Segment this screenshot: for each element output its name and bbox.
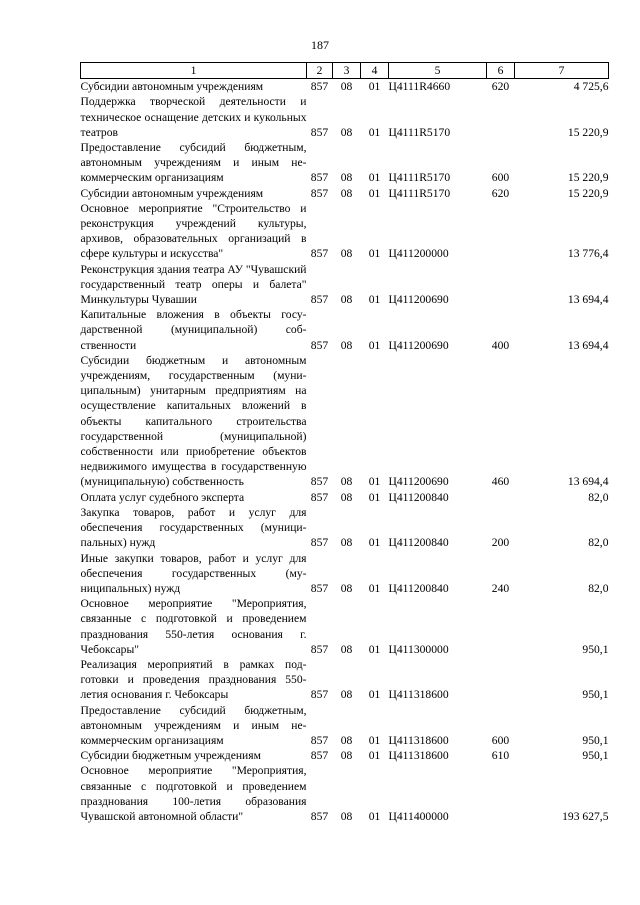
table-row xyxy=(81,490,609,505)
subsection-code: 01 xyxy=(368,642,381,656)
target-article-code: Ц411318600 xyxy=(388,749,449,763)
row-name: Поддержка творческой деятельности и техническое оснащение детских и кукольных театров xyxy=(80,95,307,139)
subsection-code: 01 xyxy=(368,338,381,352)
expense-type-code xyxy=(487,657,515,703)
expense-type-code: 600 xyxy=(491,171,510,185)
section-code: 08 xyxy=(340,186,353,200)
table-row xyxy=(81,703,609,749)
row-name: Субсидии автономным учреждениям xyxy=(80,186,264,200)
target-article-code: Ц411200840 xyxy=(388,490,449,504)
ministry-code: 857 xyxy=(310,733,329,747)
amount: 950,1 xyxy=(582,749,609,763)
subsection-code: 01 xyxy=(368,581,381,595)
subsection-code: 01 xyxy=(368,171,381,185)
amount: 82,0 xyxy=(588,536,609,550)
target-article-code: Ц4111R5170 xyxy=(388,125,451,139)
expense-type-code: 400 xyxy=(491,338,510,352)
amount: 15 220,9 xyxy=(567,125,609,139)
expense-type-code: 620 xyxy=(491,80,510,94)
column-header-7: 7 xyxy=(515,63,609,79)
expense-type-code xyxy=(487,94,515,140)
row-name: Закупка товаров, работ и услуг для обеспечения государственных (муниципальных) нужд xyxy=(80,505,307,550)
column-header-6: 6 xyxy=(487,63,515,79)
target-article-code: Ц411300000 xyxy=(388,642,449,656)
target-article-code: Ц411200840 xyxy=(388,536,449,550)
expense-type-code xyxy=(487,262,515,308)
row-name: Основное мероприятие "Мероприятия, связанные с подготовкой и проведением празднования 100-летия образования Чувашской автономной области" xyxy=(80,764,307,823)
table-row xyxy=(81,262,609,308)
ministry-code: 857 xyxy=(310,688,329,702)
table-row xyxy=(81,596,609,657)
section-code: 08 xyxy=(340,247,353,261)
table-row xyxy=(81,657,609,703)
row-name: Реконструкция здания театра АУ "Чувашский государственный театр оперы и балета" Минкультуры Чувашии xyxy=(80,262,307,307)
table-row xyxy=(81,307,609,353)
section-code: 08 xyxy=(340,642,353,656)
ministry-code: 857 xyxy=(310,293,329,307)
subsection-code: 01 xyxy=(368,536,381,550)
subsection-code: 01 xyxy=(368,490,381,504)
table-row xyxy=(81,201,609,262)
row-name: Основное мероприятие "Мероприятия, связанные с подготовкой и проведением празднования 550-летия основания г. Чебоксары" xyxy=(80,597,307,656)
row-name: Иные закупки товаров, работ и услуг для обеспечения государственных (муниципальных) нужд xyxy=(80,551,307,595)
ministry-code: 857 xyxy=(310,247,329,261)
subsection-code: 01 xyxy=(368,186,381,200)
table-row xyxy=(81,140,609,186)
amount: 13 694,4 xyxy=(567,475,609,489)
amount: 950,1 xyxy=(582,733,609,747)
amount: 13 776,4 xyxy=(567,247,609,261)
section-code: 08 xyxy=(340,80,353,94)
section-code: 08 xyxy=(340,581,353,595)
target-article-code: Ц411200840 xyxy=(388,581,449,595)
expense-type-code: 620 xyxy=(491,186,510,200)
amount: 82,0 xyxy=(588,581,609,595)
ministry-code: 857 xyxy=(310,490,329,504)
table-row xyxy=(81,353,609,490)
expense-type-code: 200 xyxy=(491,536,510,550)
subsection-code: 01 xyxy=(368,809,381,823)
subsection-code: 01 xyxy=(368,125,381,139)
target-article-code: Ц411200690 xyxy=(388,338,449,352)
table-header xyxy=(81,63,609,79)
target-article-code: Ц411400000 xyxy=(388,809,449,823)
table-body xyxy=(81,79,609,824)
section-code: 08 xyxy=(340,338,353,352)
subsection-code: 01 xyxy=(368,688,381,702)
row-name: Реализация мероприятий в рамках подготовки и проведения празднования 550-летия основания г. Чебоксары xyxy=(80,657,307,702)
subsection-code: 01 xyxy=(368,247,381,261)
page-number: 187 xyxy=(311,38,329,52)
amount: 13 694,4 xyxy=(567,338,609,352)
subsection-code: 01 xyxy=(368,733,381,747)
target-article-code: Ц411200000 xyxy=(388,247,449,261)
amount: 950,1 xyxy=(582,688,609,702)
expense-type-code xyxy=(487,596,515,657)
ministry-code: 857 xyxy=(310,642,329,656)
ministry-code: 857 xyxy=(310,809,329,823)
row-name: Основное мероприятие "Строительство и реконструкция учреждений культуры, архивов, образовательных организаций в сфере культуры и искусства" xyxy=(80,201,307,261)
table-row xyxy=(81,79,609,95)
row-name: Предоставление субсидий бюджетным, автономным учреждениям и иным некоммерческим организациям xyxy=(80,141,307,185)
target-article-code: Ц4111R5170 xyxy=(388,171,451,185)
row-name: Субсидии автономным учреждениям xyxy=(80,80,264,94)
ministry-code: 857 xyxy=(310,581,329,595)
table-row xyxy=(81,748,609,763)
table-row xyxy=(81,763,609,824)
section-code: 08 xyxy=(340,475,353,489)
column-header-3: 3 xyxy=(333,63,361,79)
section-code: 08 xyxy=(340,293,353,307)
section-code: 08 xyxy=(340,125,353,139)
ministry-code: 857 xyxy=(310,80,329,94)
section-code: 08 xyxy=(340,688,353,702)
row-name: Субсидии бюджетным учреждениям xyxy=(80,749,261,763)
expense-type-code: 240 xyxy=(491,581,510,595)
section-code: 08 xyxy=(340,536,353,550)
subsection-code: 01 xyxy=(368,475,381,489)
row-name: Субсидии бюджетным и автономным учреждениям, государственным (муниципальным) унитарным предприятиям на осуществление капитальных вложений в объекты капитального строительства государственной (муниципальной) собственности или приобретение объектов недвижимого имущества в государственную (муниципальную) собственность xyxy=(80,353,307,489)
table-row xyxy=(81,186,609,201)
amount: 950,1 xyxy=(582,642,609,656)
ministry-code: 857 xyxy=(310,186,329,200)
column-header-1: 1 xyxy=(81,63,307,79)
budget-table xyxy=(80,62,609,824)
section-code: 08 xyxy=(340,749,353,763)
amount: 4 725,6 xyxy=(573,80,609,94)
target-article-code: Ц411200690 xyxy=(388,475,449,489)
column-header-2: 2 xyxy=(307,63,333,79)
subsection-code: 01 xyxy=(368,293,381,307)
expense-type-code: 600 xyxy=(491,733,510,747)
ministry-code: 857 xyxy=(310,536,329,550)
amount: 13 694,4 xyxy=(567,293,609,307)
subsection-code: 01 xyxy=(368,749,381,763)
section-code: 08 xyxy=(340,733,353,747)
expense-type-code: 610 xyxy=(491,749,510,763)
table-row xyxy=(81,505,609,551)
section-code: 08 xyxy=(340,490,353,504)
table-row xyxy=(81,94,609,140)
target-article-code: Ц4111R4660 xyxy=(388,80,451,94)
column-header-4: 4 xyxy=(361,63,389,79)
amount: 82,0 xyxy=(588,490,609,504)
ministry-code: 857 xyxy=(310,749,329,763)
subsection-code: 01 xyxy=(368,80,381,94)
row-name: Капитальные вложения в объекты государственной (муниципальной) собственности xyxy=(80,308,307,352)
row-name: Оплата услуг судебного эксперта xyxy=(80,490,245,504)
ministry-code: 857 xyxy=(310,475,329,489)
target-article-code: Ц411318600 xyxy=(388,688,449,702)
expense-type-code xyxy=(487,201,515,262)
column-header-5: 5 xyxy=(389,63,487,79)
section-code: 08 xyxy=(340,809,353,823)
target-article-code: Ц4111R5170 xyxy=(388,186,451,200)
amount: 193 627,5 xyxy=(562,809,609,823)
target-article-code: Ц411318600 xyxy=(388,733,449,747)
ministry-code: 857 xyxy=(310,338,329,352)
expense-type-code xyxy=(487,490,515,505)
row-name: Предоставление субсидий бюджетным, автономным учреждениям и иным некоммерческим организациям xyxy=(80,703,307,747)
section-code: 08 xyxy=(340,171,353,185)
ministry-code: 857 xyxy=(310,171,329,185)
header-row xyxy=(81,63,609,79)
expense-type-code xyxy=(487,763,515,824)
amount: 15 220,9 xyxy=(567,186,609,200)
ministry-code: 857 xyxy=(310,125,329,139)
target-article-code: Ц411200690 xyxy=(388,293,449,307)
table-row xyxy=(81,551,609,597)
expense-type-code: 460 xyxy=(491,475,510,489)
amount: 15 220,9 xyxy=(567,171,609,185)
